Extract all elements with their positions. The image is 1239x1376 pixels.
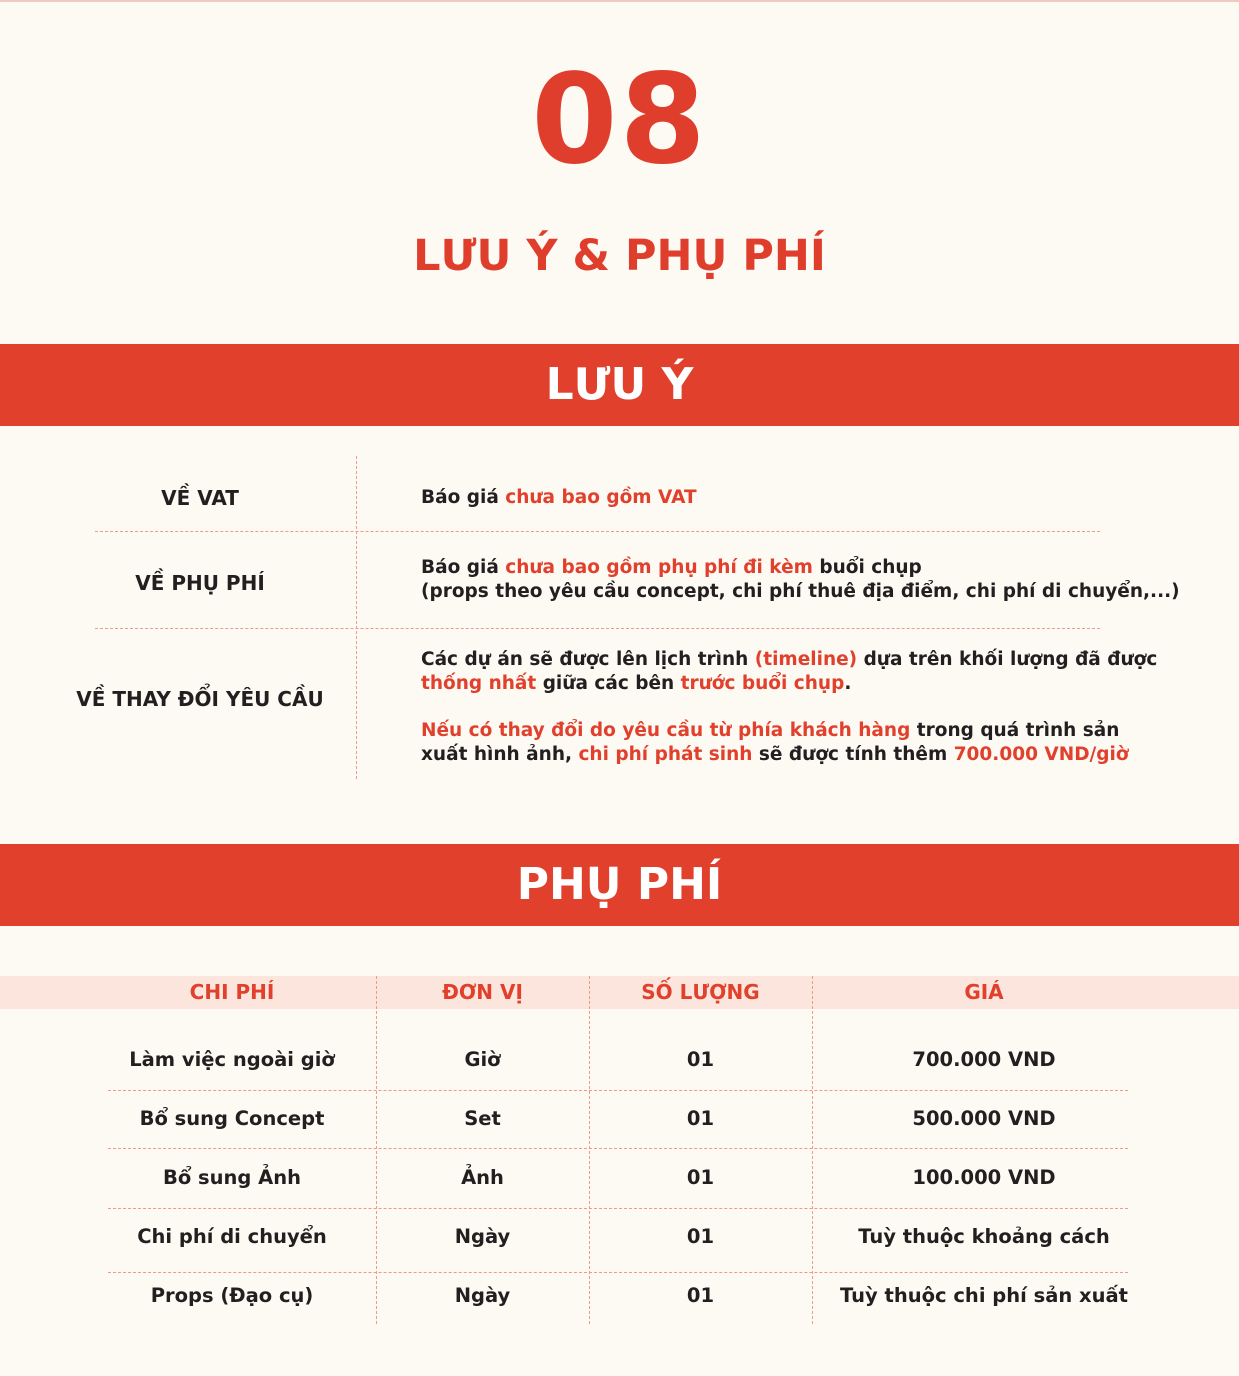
fee-quantity-cell: 01 [686, 1048, 715, 1071]
page-title: LƯU Ý & PHỤ PHÍ [413, 231, 826, 281]
note-segment: Các dự án sẽ được lên lịch trình [421, 649, 755, 670]
fees-header-unit: ĐƠN VỊ [442, 980, 523, 1004]
note-line [421, 580, 1201, 604]
fees-header-cost: CHI PHÍ [189, 980, 275, 1004]
note-segment: buổi chụp [812, 557, 922, 578]
fee-price-cell: 100.000 VND [912, 1166, 1056, 1189]
note-highlight: (timeline) [754, 649, 858, 670]
fee-unit-cell: Set [464, 1107, 501, 1130]
note-text-vat [421, 486, 1201, 510]
note-line [421, 743, 1201, 767]
note-highlight: chi phí phát sinh [578, 744, 753, 765]
note-segment: dựa trên khối lượng đã được [857, 649, 1158, 670]
section-number: 08 [531, 48, 708, 192]
fee-quantity-cell: 01 [686, 1225, 715, 1248]
note-highlight: thống nhất [421, 673, 537, 694]
fee-price-cell: 500.000 VND [912, 1107, 1056, 1130]
fee-unit-cell: Giờ [464, 1048, 501, 1071]
note-line [421, 672, 1201, 696]
note-line [421, 556, 1201, 580]
fee-unit-cell: Ảnh [461, 1166, 504, 1189]
fee-unit-cell: Ngày [454, 1225, 511, 1248]
fees-header-price: GIÁ [964, 980, 1004, 1004]
note-highlight: Nếu có thay đổi do yêu cầu từ phía khách hàng [421, 720, 911, 741]
note-segment: trong quá trình sản [910, 720, 1120, 741]
fee-price-cell: 700.000 VND [912, 1048, 1056, 1071]
note-segment: . [844, 673, 852, 694]
notes-row-divider [95, 628, 1100, 629]
fees-header-quantity: SỐ LƯỢNG [641, 980, 760, 1004]
fee-unit-cell: Ngày [454, 1284, 511, 1307]
fees-row-divider [108, 1208, 1128, 1209]
note-label-vat: VỀ VAT [161, 486, 239, 510]
note-label-surcharge: VỀ PHỤ PHÍ [135, 571, 265, 595]
note-line [421, 696, 1201, 719]
fee-cost-cell: Bổ sung Ảnh [162, 1166, 302, 1189]
note-segment: sẽ được tính thêm [752, 744, 954, 765]
fee-cost-cell: Chi phí di chuyển [137, 1225, 327, 1248]
fees-row-divider [108, 1272, 1128, 1273]
note-segment: giữa các bên [536, 673, 681, 694]
note-line [421, 486, 1201, 510]
note-highlight: trước buổi chụp [680, 673, 845, 694]
fees-row-divider [108, 1148, 1128, 1149]
note-segment: xuất hình ảnh, [421, 744, 579, 765]
fee-price-cell: Tuỳ thuộc chi phí sản xuất [840, 1284, 1128, 1307]
fees-band-heading: PHỤ PHÍ [0, 844, 1239, 926]
note-highlight: 700.000 VND/giờ [953, 744, 1129, 765]
note-label-change-request: VỀ THAY ĐỔI YÊU CẦU [76, 687, 324, 711]
note-segment: Báo giá [421, 557, 506, 578]
fee-cost-cell: Làm việc ngoài giờ [129, 1048, 335, 1071]
note-line [421, 648, 1201, 672]
fee-cost-cell: Bổ sung Concept [139, 1107, 325, 1130]
note-highlight: chưa bao gồm phụ phí đi kèm [505, 557, 813, 578]
note-text-change-request [421, 648, 1201, 767]
fee-cost-cell: Props (Đạo cụ) [150, 1284, 314, 1307]
note-line [421, 719, 1201, 743]
fee-quantity-cell: 01 [686, 1284, 715, 1307]
top-divider [0, 0, 1239, 2]
fee-price-cell: Tuỳ thuộc khoảng cách [858, 1225, 1110, 1248]
note-segment: Báo giá [421, 487, 506, 508]
notes-band-heading: LƯU Ý [0, 344, 1239, 426]
notes-row-divider [95, 531, 1100, 532]
fee-quantity-cell: 01 [686, 1107, 715, 1130]
note-segment: (props theo yêu cầu concept, chi phí thuê địa điểm, chi phí di chuyển,...) [421, 581, 1180, 602]
fees-row-divider [108, 1090, 1128, 1091]
fee-quantity-cell: 01 [686, 1166, 715, 1189]
note-text-surcharge [421, 556, 1201, 604]
note-highlight: chưa bao gồm VAT [505, 487, 697, 508]
